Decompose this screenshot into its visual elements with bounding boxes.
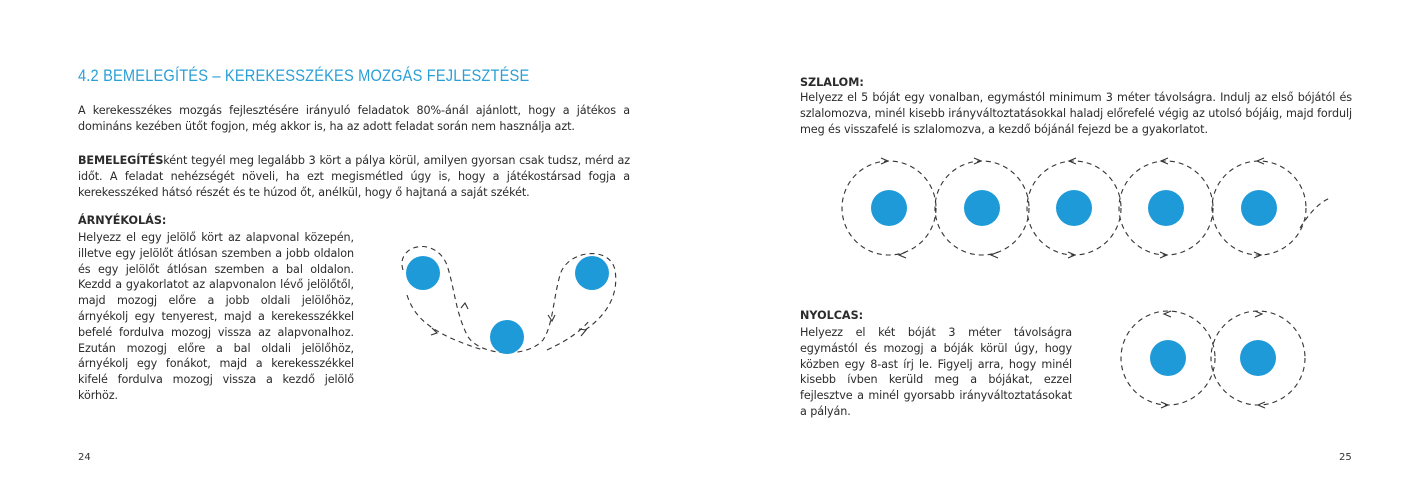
eight-diagram (1118, 300, 1313, 415)
page-number-right: 25 (1339, 452, 1352, 463)
cone-4 (1148, 190, 1184, 226)
left-page (0, 0, 713, 498)
marker-baseline (490, 320, 524, 354)
eight-paragraph: Helyezz el két bóját 3 méter távolságra egymástól és mozogj a bóják körül úgy, hogy közben egy 8-ast írj le. Figyelj arra, hogy minél kisebb ívben kerüld meg a bójákat, ezzel fejlesztve a minél gyorsabb irányváltoztatásokat a pályán. (800, 326, 1072, 418)
cone-a (1150, 340, 1186, 376)
shadow-heading: ÁRNYÉKOLÁS: (78, 214, 167, 227)
cone-3 (1056, 190, 1092, 226)
cone-b (1240, 340, 1276, 376)
marker-right (575, 256, 609, 290)
slalom-paragraph: Helyezz el 5 bóját egy vonalban, egymástól minimum 3 méter távolságra. Indulj az első bójától és szlalomozva, minél kisebb irányváltoztatásokkal haladj előrefelé végig az utolsó bójáig, majd fordulj meg és visszafelé is szlalomozva, a kezdő bójánál fejezd be a gyakorlatot. (800, 91, 1352, 136)
slalom-heading: SZLALOM: (800, 76, 864, 89)
warmup-text: ként tegyél meg legalább 3 kört a pálya körül, amilyen gyorsan csak tudsz, mérd az időt. A feladat nehézségét növeli, ha ezt megismétled úgy is, hogy a játékostársad fogja a kerekesszéked hátsó részét és te húzod őt, anélkül, hogy ő hajtaná a saját székét. (78, 154, 630, 199)
section-title: 4.2 BEMELEGÍTÉS – KEREKESSZÉKES MOZGÁS FEJLESZTÉSE (78, 66, 530, 85)
cone-2 (964, 190, 1000, 226)
cone-5 (1241, 190, 1277, 226)
warmup-paragraph (78, 153, 630, 200)
page-number-left: 24 (78, 452, 91, 463)
eight-heading: NYOLCAS: (800, 309, 864, 322)
right-page (713, 0, 1427, 498)
marker-left (406, 256, 440, 290)
shadow-diagram (395, 240, 635, 370)
cone-1 (871, 190, 907, 226)
shadow-paragraph: Helyezz el egy jelölő kört az alapvonal közepén, illetve egy jelölőt átlósan szemben a jobb oldalon és egy jelölőt átlósan szemben a bal oldalon. Kezdd a gyakorlatot az alapvonalon lévő jelölőtől, majd mozogj előre a jobb oldali jelölőhöz, árnyékolj egy tenyerest, majd a kerekesszékkel befelé fordulva mozogj vissza az alapvonalhoz. Ezután mozogj előre a bal oldali jelölőhöz, árnyékolj egy fonákot, majd a kerekesszékkel kifelé fordulva mozogj vissza a kezdő jelölő körhöz. (78, 231, 354, 402)
slalom-diagram (838, 150, 1338, 265)
warmup-label: BEMELEGÍTÉS (78, 154, 164, 167)
intro-paragraph: A kerekesszékes mozgás fejlesztésére irányuló feladatok 80%-ánál ajánlott, hogy a játékos a domináns kezében ütőt fogjon, még akkor is, ha az adott feladat során nem használja azt. (78, 104, 630, 133)
